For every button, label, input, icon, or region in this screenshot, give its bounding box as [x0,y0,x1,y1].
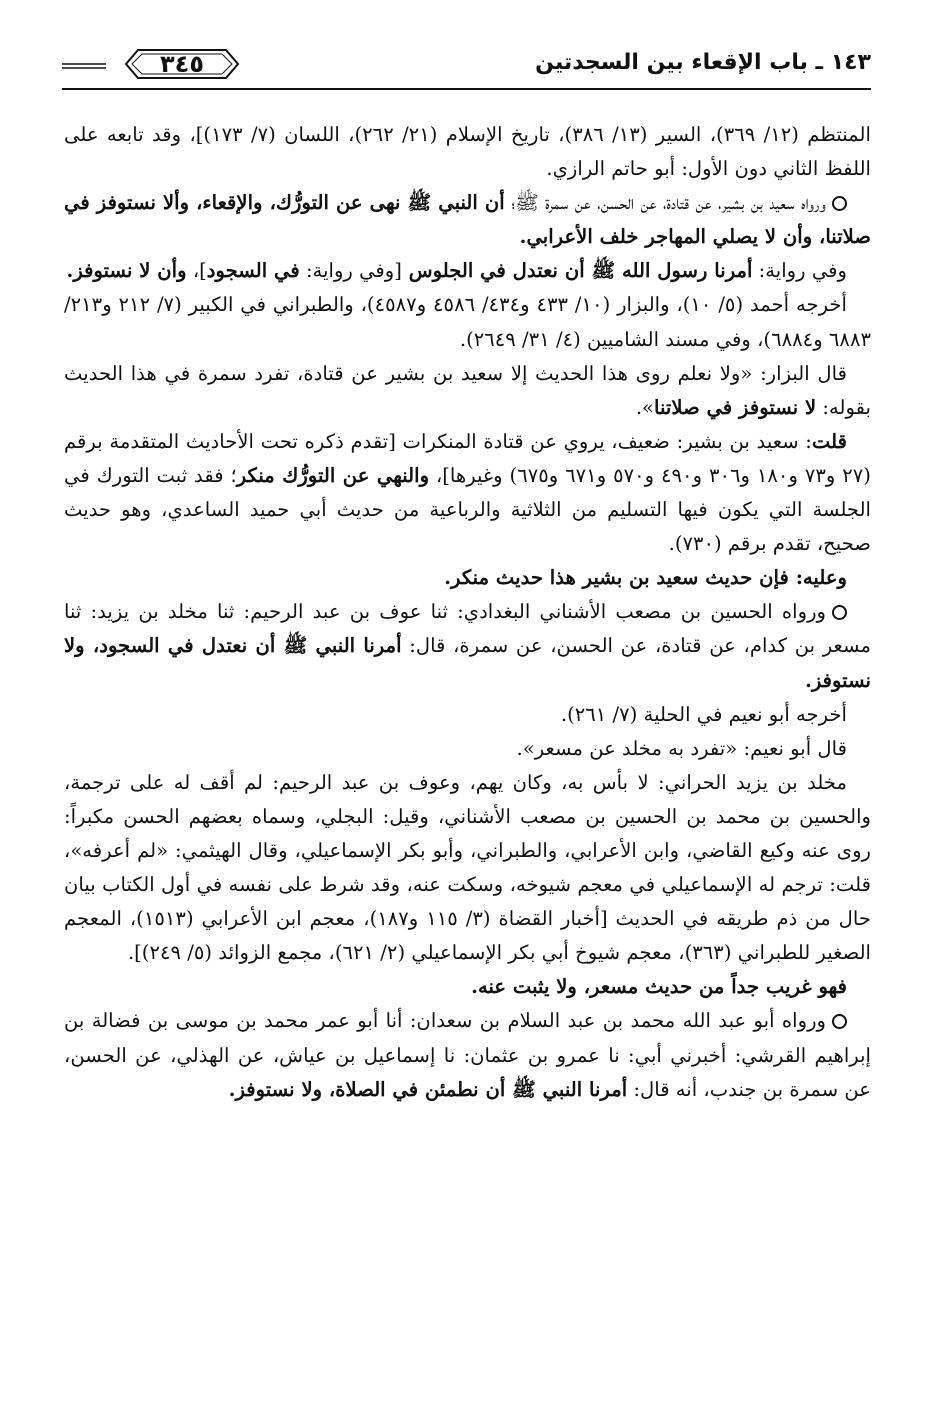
page-body [64,118,871,1107]
bold-text: أمرنا رسول الله ﷺ أن نعتدل في الجلوس [401,259,753,283]
header-rule [62,88,871,90]
text-run: أخرجه أحمد (٥/ ١٠)، والبزار (١٠/ ٤٣٣ و٤٣٤/ ٤٥٨٦ و٤٥٨٧)، والطبراني في الكبير (٧/ ٢١٢ و٢١٣/ ٦٨٨٣ و٦٨٨٤)، وفي مسند الشاميين (٤/ ٣١/ ٢٦٤٩). [64,293,871,351]
text-run: ». [635,395,655,419]
paragraph [64,766,871,971]
text-run: ]، [186,259,207,283]
paragraph [64,1004,871,1106]
bold-text: أن النبي ﷺ نهى عن التورُّك، والإقعاء، وألا نستوفز في صلاتنا، وأن لا يصلي المهاجر خلف الأعرابي. [64,191,871,249]
bold-text: قلت [811,429,847,453]
page-number: ٣٤٥ [160,50,204,78]
bold-text: وعليه: فإن حديث سعيد بن بشير هذا حديث منكر. [444,566,847,590]
bold-text: وأن لا نستوفز. [66,259,187,283]
text-run: ورواه الحسين بن مصعب الأشناني البغدادي: ثنا عوف بن عبد الرحيم: ثنا مخلد بن يزيد: ثنا مسعر بن كدام، عن قتادة، عن الحسن، عن سمرة، قال: [64,600,871,658]
bold-text: في السجود [206,259,300,283]
text-run: ورواه أبو عبد الله محمد بن عبد السلام بن سعدان: أنا أبو عمر محمد بن موسى بن فضالة بن إبراهيم القرشي: أخبرني أبي: نا عمرو بن عثمان: نا إسماعيل بن عياش، عن الهذلي، عن الحسن، عن سمرة بن جندب، أنه قال: [64,1009,871,1101]
paragraph [64,288,871,356]
paragraph [64,970,871,1004]
text-run: [وفي رواية: [299,259,402,283]
paragraph [64,698,871,732]
paragraph [64,425,871,561]
text-run: قال البزار: «ولا نعلم روى هذا الحديث إلا سعيد بن بشير عن قتادة، تفرد سمرة في هذا الحديث بقوله: [64,361,871,419]
paragraph [64,357,871,425]
circle-bullet-icon [832,1014,847,1029]
paragraph [64,561,871,595]
paragraph [64,186,871,254]
text-run: : سعيد بن بشير: ضعيف، يروي عن قتادة المنكرات [تقدم ذكره تحت الأحاديث المتقدمة برقم (٢٧ و٧٣ و١٨٠ و٣٠٦ و٤٩٠ و٥٧٠ و٦٧١ و٦٧٥) وغيرها]، [64,429,871,487]
bold-text: لا نستوفز في صلاتنا [654,395,817,419]
page-header [62,44,871,88]
circle-bullet-icon [832,196,847,211]
chapter-title: ١٤٣ ـ باب الإقعاء بين السجدتين [535,50,871,75]
circle-bullet-icon [832,605,847,620]
text-run: ؛ فقد ثبت التورك في الجلسة التي يكون فيها التسليم من الثلاثية والرباعية من حديث أبي حميد الساعدي، وهو حديث صحيح، تقدم برقم (٧٣٠). [64,463,871,556]
text-run: وفي رواية: [752,259,847,283]
bold-text: أمرنا النبي ﷺ أن نطمئن في الصلاة، ولا نستوفز. [228,1077,628,1101]
text-run: أخرجه أبو نعيم في الحلية (٧/ ٢٦١). [560,702,847,726]
bold-text: أمرنا النبي ﷺ أن نعتدل في السجود، ولا نستوفز. [64,634,871,692]
text-run: مخلد بن يزيد الحراني: لا بأس به، وكان يهم، وعوف بن عبد الرحيم: لم أقف له على ترجمة، والحسين بن محمد بن الحسين بن مصعب الأشناني، وقيل: البجلي، وسماه بعضهم الحسن مكبراً: روى عنه وكيع القاضي، وابن الأعرابي، والطبراني، وأبو بكر الإسماعيلي، وقال الهيثمي: «لم أعرفه»، قلت: ترجم له الإسماعيلي في معجم شيوخه، وسكت عنه، وقد شرط على نفسه في أول الكتاب بيان حال من ذم طريقه في الحديث [أخبار القضاة (٣/ ١١٥ و١٨٧)، معجم ابن الأعرابي (١٥١٣)، المعجم الصغير للطبراني (٣٦٣)، معجم شيوخ أبي بكر الإسماعيلي (٢/ ٦٢١)، مجمع الزوائد (٥/ ٢٤٩)]. [64,770,871,965]
header-ornament-rule-icon [62,62,106,70]
text-run: ورواه سعيد بن بشير، عن قتادة، عن الحسن، عن سمرة ﷺ؛ [504,191,826,215]
bold-text: والنهي عن التورُّك منكر [236,463,430,487]
paragraph [64,732,871,766]
paragraph [64,595,871,697]
text-run: قال أبو نعيم: «تفرد به مخلد عن مسعر». [516,736,847,760]
text-run: المنتظم (١٢/ ٣٦٩)، السير (١٣/ ٣٨٦)، تاريخ الإسلام (٢١/ ٢٦٢)، اللسان (٧/ ١٧٣)]، وقد تابعه على اللفظ الثاني دون الأول: أبو حاتم الرازي. [64,123,871,181]
bold-text: فهو غريب جداً من حديث مسعر، ولا يثبت عنه. [471,975,847,999]
paragraph [64,254,871,288]
paragraph [64,118,871,186]
